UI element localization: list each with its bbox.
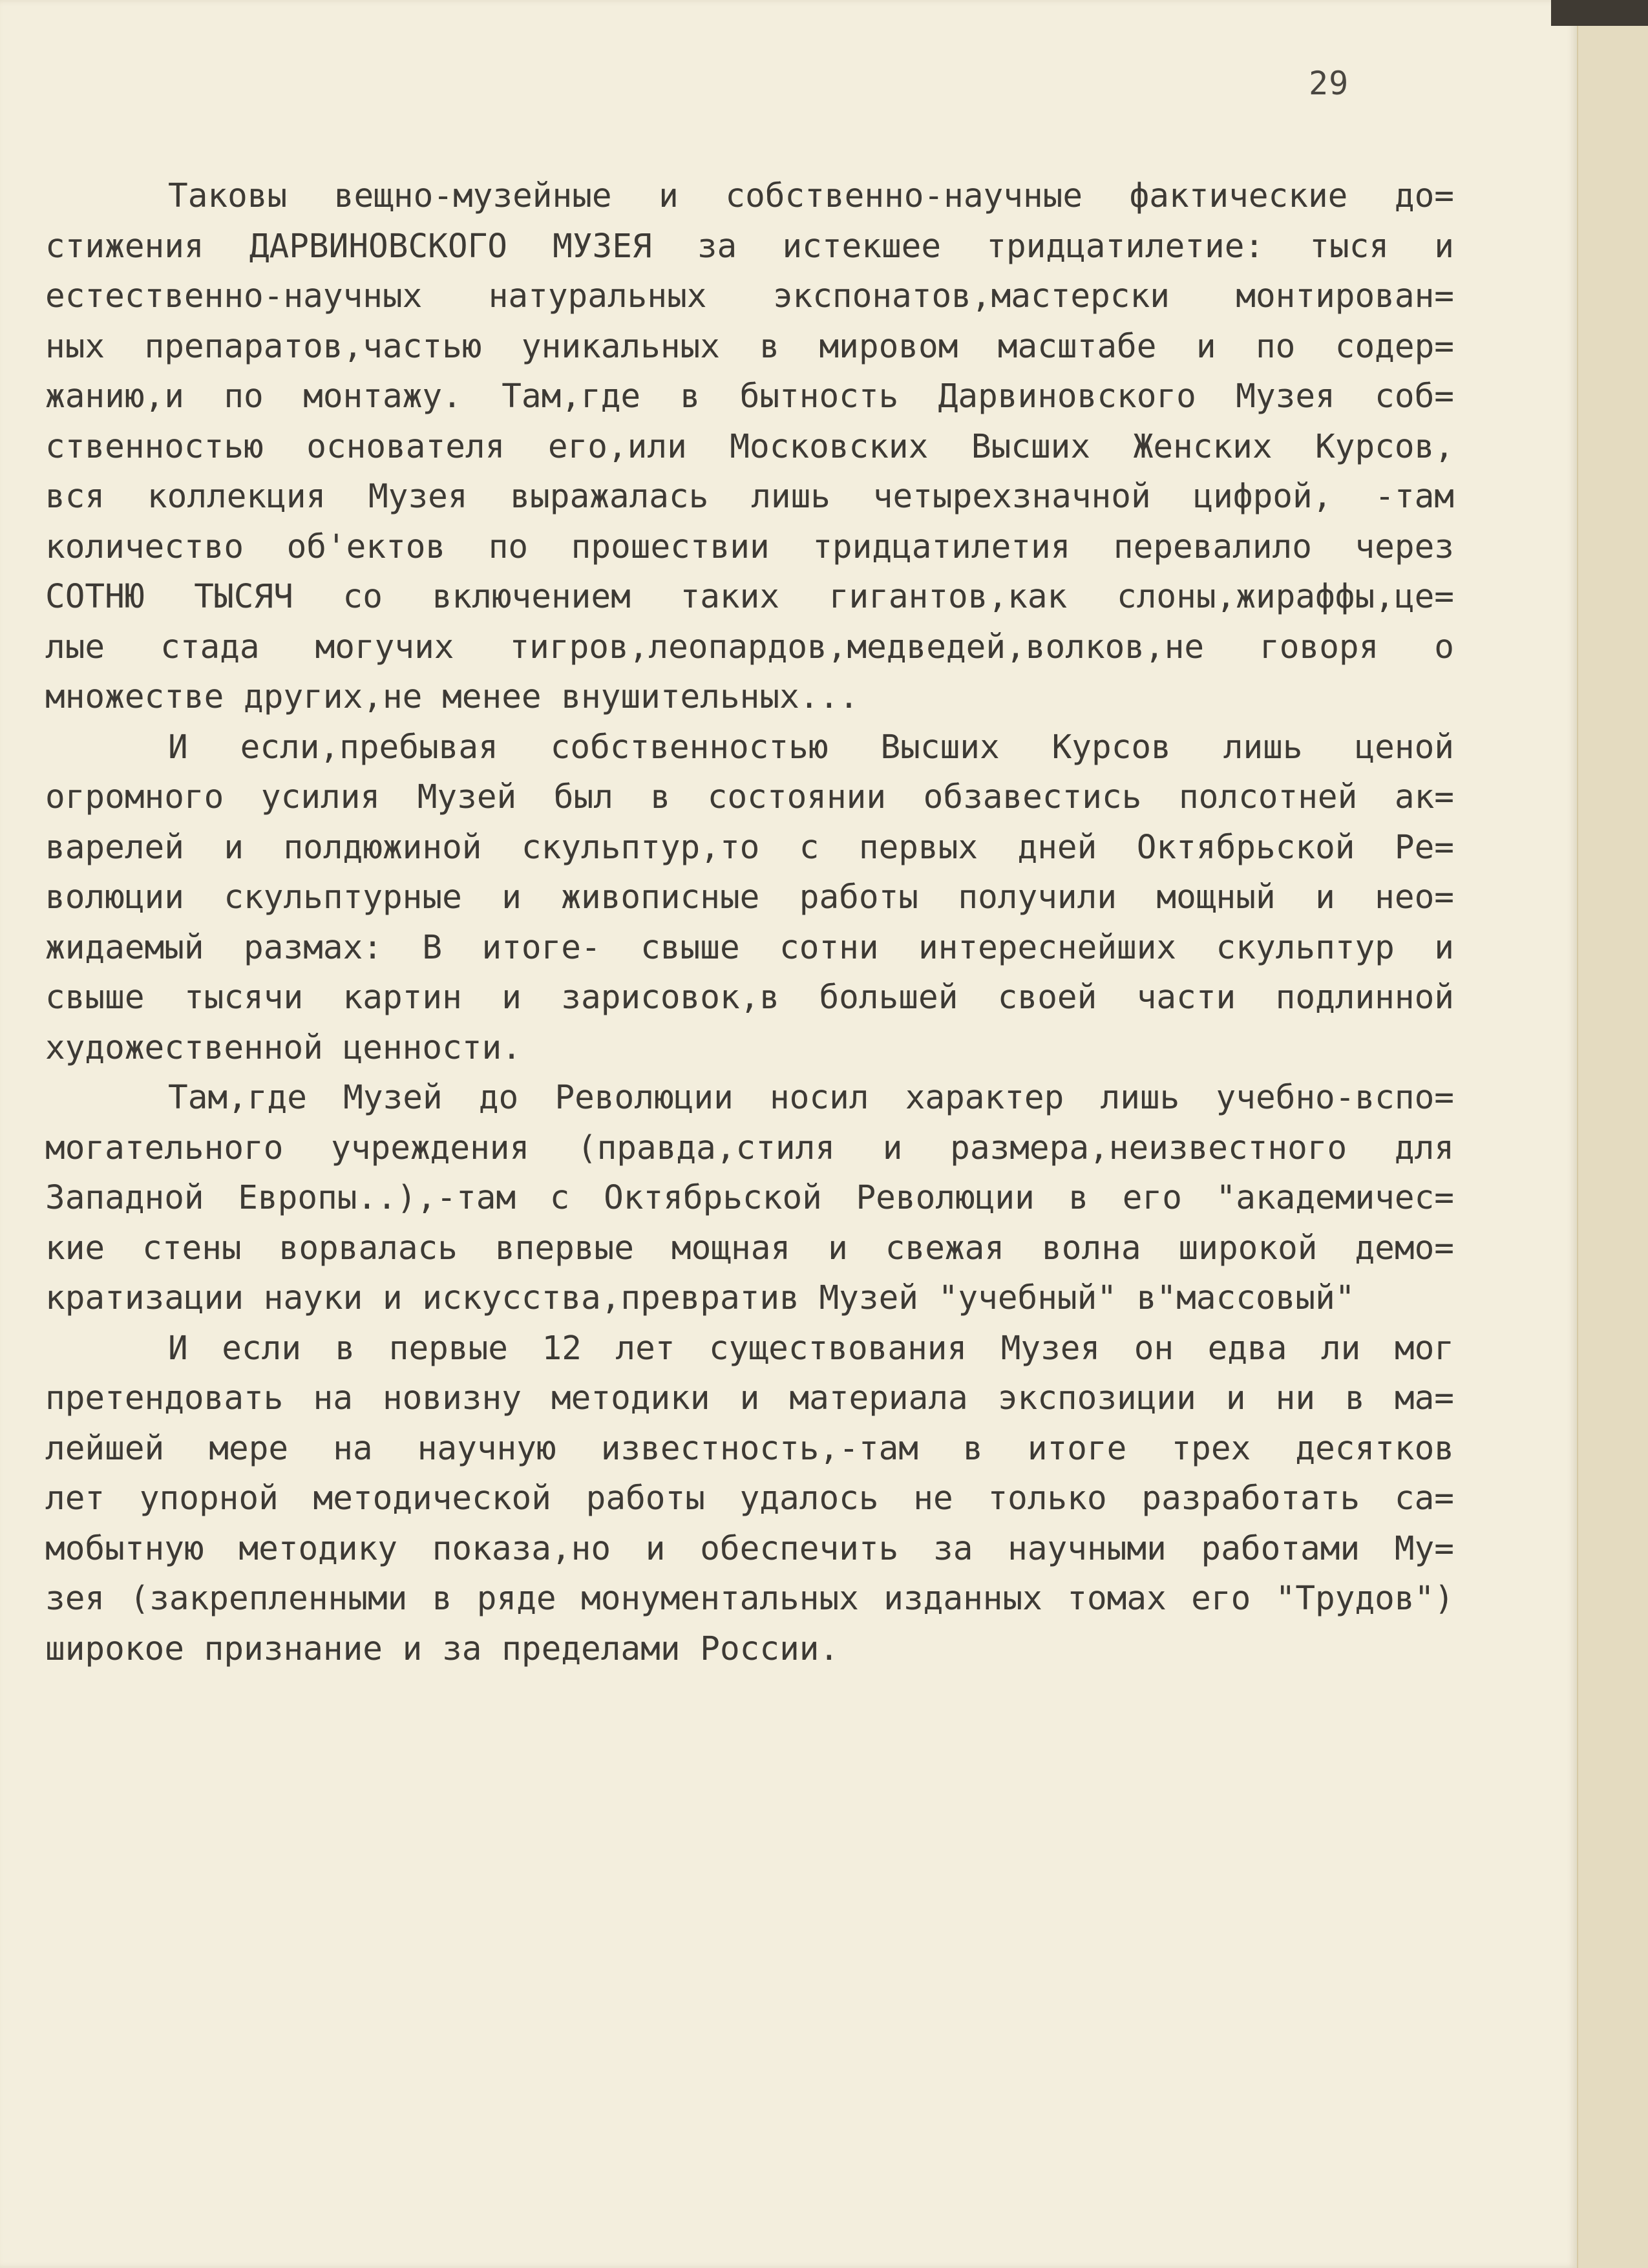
typewritten-text xyxy=(45,171,1454,1674)
binding-strip xyxy=(1551,0,1648,26)
text-line: претендовать на новизну методики и материала экспозиции и ни в ма= xyxy=(45,1379,1454,1417)
text-line: лые стада могучих тигров,леопардов,медведей,волков,не говоря о xyxy=(45,628,1454,666)
text-line: Там,где Музей до Революции носил характер лишь учебно-вспо= xyxy=(168,1079,1454,1117)
page-number: 29 xyxy=(1309,65,1349,102)
text-line: СОТНЮ ТЫСЯЧ со включением таких гигантов,как слоны,жираффы,це= xyxy=(45,578,1454,616)
text-line: зея (закрепленными в ряде монументальных изданных томах его "Трудов") xyxy=(45,1580,1454,1618)
text-line: жидаемый размах: В итоге- свыше сотни интереснейших скульптур и xyxy=(45,928,1454,967)
text-line: лейшей мере на научную известность,-там в итоге трех десятков xyxy=(45,1429,1454,1468)
text-line: вся коллекция Музея выражалась лишь четырехзначной цифрой, -там xyxy=(45,478,1454,516)
text-line: Западной Европы..),-там с Октябрьской Революции в его "академичес= xyxy=(45,1179,1454,1217)
text-line: ственностью основателя его,или Московских Высших Женских Курсов, xyxy=(45,427,1454,466)
text-line: кратизации науки и искусства,превратив Музей "учебный" в"массовый" xyxy=(45,1279,1355,1317)
text-line: огромного усилия Музей был в состоянии обзавестись полсотней ак= xyxy=(45,778,1454,816)
text-line: ных препаратов,частью уникальных в мировом масштабе и по содер= xyxy=(45,327,1454,366)
text-line: Таковы вещно-музейные и собственно-научные фактические до= xyxy=(168,177,1454,215)
text-line: художественной ценности. xyxy=(45,1028,522,1067)
text-line: кие стены ворвалась впервые мощная и свежая волна широкой демо= xyxy=(45,1229,1454,1267)
text-line: количество об'ектов по прошествии тридцатилетия перевалило через xyxy=(45,527,1454,566)
text-line: И если в первые 12 лет существования Музея он едва ли мог xyxy=(168,1329,1454,1368)
text-line: свыше тысячи картин и зарисовок,в большей своей части подлинной xyxy=(45,979,1454,1017)
text-line: множестве других,не менее внушительных... xyxy=(45,678,859,716)
text-line: лет упорной методической работы удалось не только разработать са= xyxy=(45,1479,1454,1518)
text-line: жанию,и по монтажу. Там,где в бытность Дарвиновского Музея соб= xyxy=(45,377,1454,416)
text-line: широкое признание и за пределами России. xyxy=(45,1629,840,1668)
text-line: мобытную методику показа,но и обеспечить за научными работами Му= xyxy=(45,1529,1454,1568)
text-line: стижения ДАРВИНОВСКОГО МУЗЕЯ за истекшее тридцатилетие: тыся и xyxy=(45,227,1454,266)
text-line: могательного учреждения (правда,стиля и размера,неизвестного для xyxy=(45,1129,1454,1167)
underlying-page-edge xyxy=(1577,0,1648,2268)
text-line: естественно-научных натуральных экспонатов,мастерски монтирован= xyxy=(45,277,1454,315)
text-line: варелей и полдюжиной скульптур,то с первых дней Октябрьской Ре= xyxy=(45,828,1454,867)
text-line: волюции скульптурные и живописные работы получили мощный и нео= xyxy=(45,878,1454,917)
text-line: И если,пребывая собственностью Высших Курсов лишь ценой xyxy=(168,728,1454,767)
